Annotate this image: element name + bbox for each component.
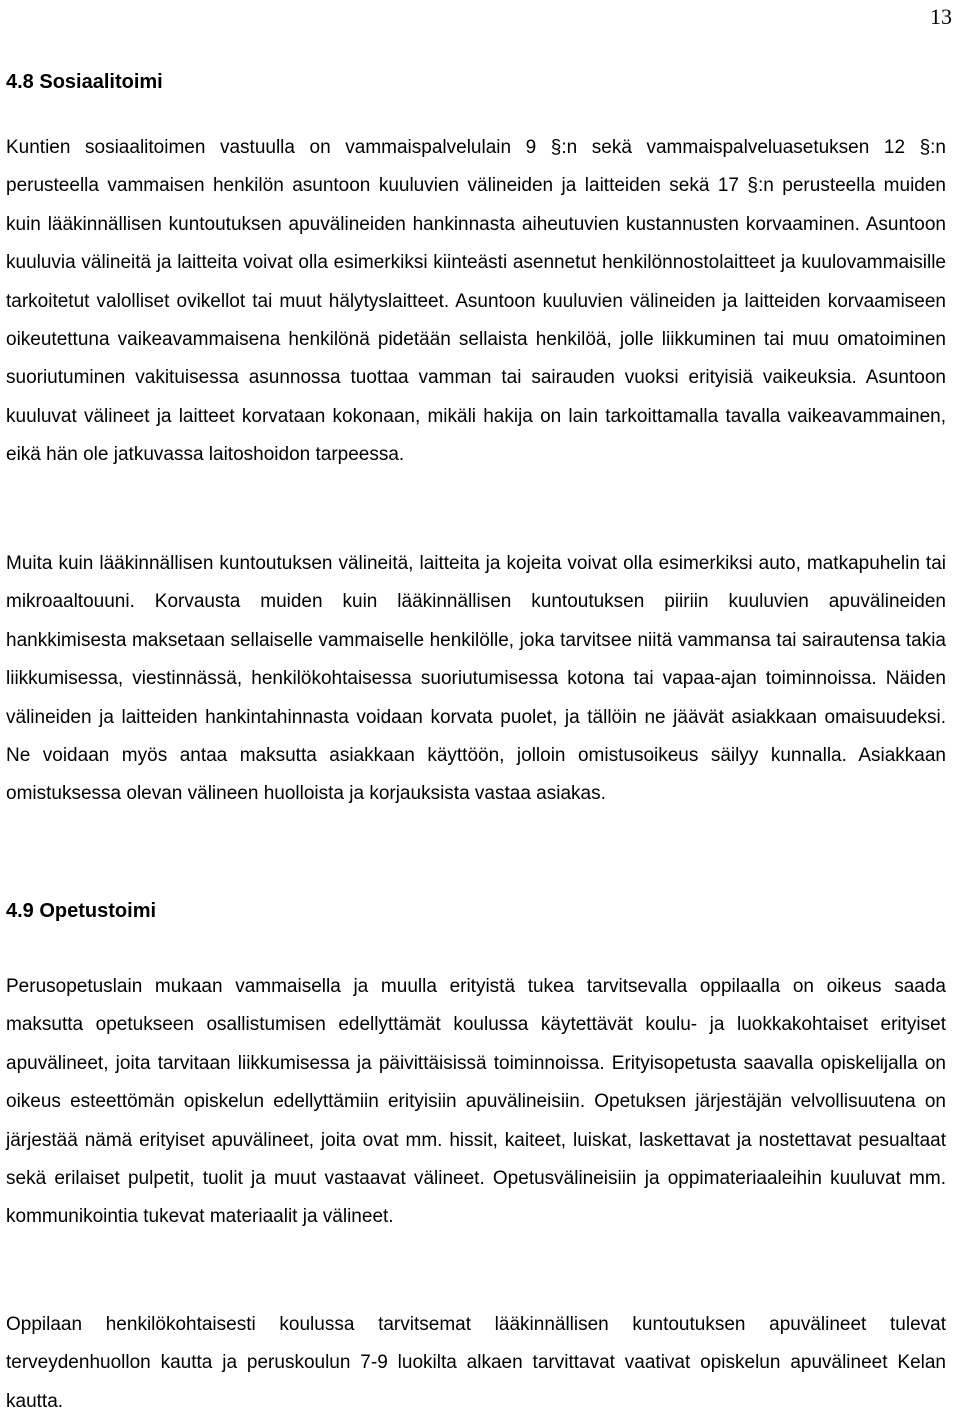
paragraph-opetustoimi-2: Oppilaan henkilökohtaisesti koulussa tarvitsemat lääkinnällisen kuntoutuksen apuvälineet tulevat terveydenhuollon kautta ja peruskoulun 7-9 luokilta alkaen tarvittavat vaativat opiskelun apuvälineet Kelan kautta.	[6, 1314, 946, 1412]
paragraph-sosiaalitoimi-1: Kuntien sosiaalitoimen vastuulla on vammaispalvelulain 9 §:n sekä vammaispalveluasetuksen 12 §:n perusteella vammaisen henkilön asuntoon kuuluvien välineiden ja laitteiden sekä 17 §:n perusteella muiden kuin lääkinnällisen kuntoutuksen apuvälineiden hankinnasta aiheutuvien kustannusten korvaaminen. Asuntoon kuuluvia välineitä ja laitteita voivat olla esimerkiksi kiinteästi asennetut henkilönnostolaitteet ja kuulovammaisille tarkoitetut valolliset ovikellot tai muut hälytyslaitteet. Asuntoon kuuluvien välineiden ja laitteiden korvaamiseen oikeutettuna vaikeavammaisena henkilönä pidetään sellaista henkilöä, jolle liikkuminen tai muu omatoiminen suoriutuminen vakituisessa asunnossa tuottaa vamman tai sairauden vuoksi erityisiä vaikeuksia. Asuntoon kuuluvat välineet ja laitteet korvataan kokonaan, mikäli hakija on lain tarkoittamalla tavalla vaikeavammainen, eikä hän ole jatkuvassa laitoshoidon tarpeessa.	[6, 137, 946, 466]
page-number: 13	[930, 4, 952, 29]
paragraph-opetustoimi-1: Perusopetuslain mukaan vammaisella ja muulla erityistä tukea tarvitsevalla oppilaalla on oikeus saada maksutta opetukseen osallistumisen edellyttämät koulussa käytettävät koulu- ja luokkakohtaiset erityiset apuvälineet, joita tarvitaan liikkumisessa ja päivittäisissä toiminnoissa. Erityisopetusta saavalla opiskelijalla on oikeus esteettömän opiskelun edellyttämiin erityisiin apuvälineisiin. Opetuksen järjestäjän velvollisuutena on järjestää nämä erityiset apuvälineet, joita ovat mm. hissit, kaiteet, luiskat, laskettavat ja nostettavat pesualtaat sekä erilaiset pulpetit, tuolit ja muut vastaavat välineet. Opetusvälineisiin ja oppimateriaaleihin kuuluvat mm. kommunikointia tukevat materiaalit ja välineet.	[6, 976, 946, 1228]
section-heading-sosiaalitoimi: 4.8 Sosiaalitoimi	[6, 71, 163, 93]
paragraph-sosiaalitoimi-2: Muita kuin lääkinnällisen kuntoutuksen välineitä, laitteita ja kojeita voivat olla esimerkiksi auto, matkapuhelin tai mikroaaltouuni. Korvausta muiden kuin lääkinnällisen kuntoutuksen piiriin kuuluvien apuvälineiden hankkimisesta maksetaan sellaiselle vammaiselle henkilölle, joka tarvitsee niitä vammansa tai sairautensa takia liikkumisessa, viestinnässä, henkilökohtaisessa suoriutumisessa kotona tai vapaa-ajan toiminnoissa. Näiden välineiden ja laitteiden hankintahinnasta voidaan korvata puolet, ja tällöin ne jäävät asiakkaan omaisuudeksi. Ne voidaan myös antaa maksutta asiakkaan käyttöön, jolloin omistusoikeus säilyy kunnalla. Asiakkaan omistuksessa olevan välineen huolloista ja korjauksista vastaa asiakas.	[6, 553, 946, 805]
section-heading-opetustoimi: 4.9 Opetustoimi	[6, 900, 157, 922]
